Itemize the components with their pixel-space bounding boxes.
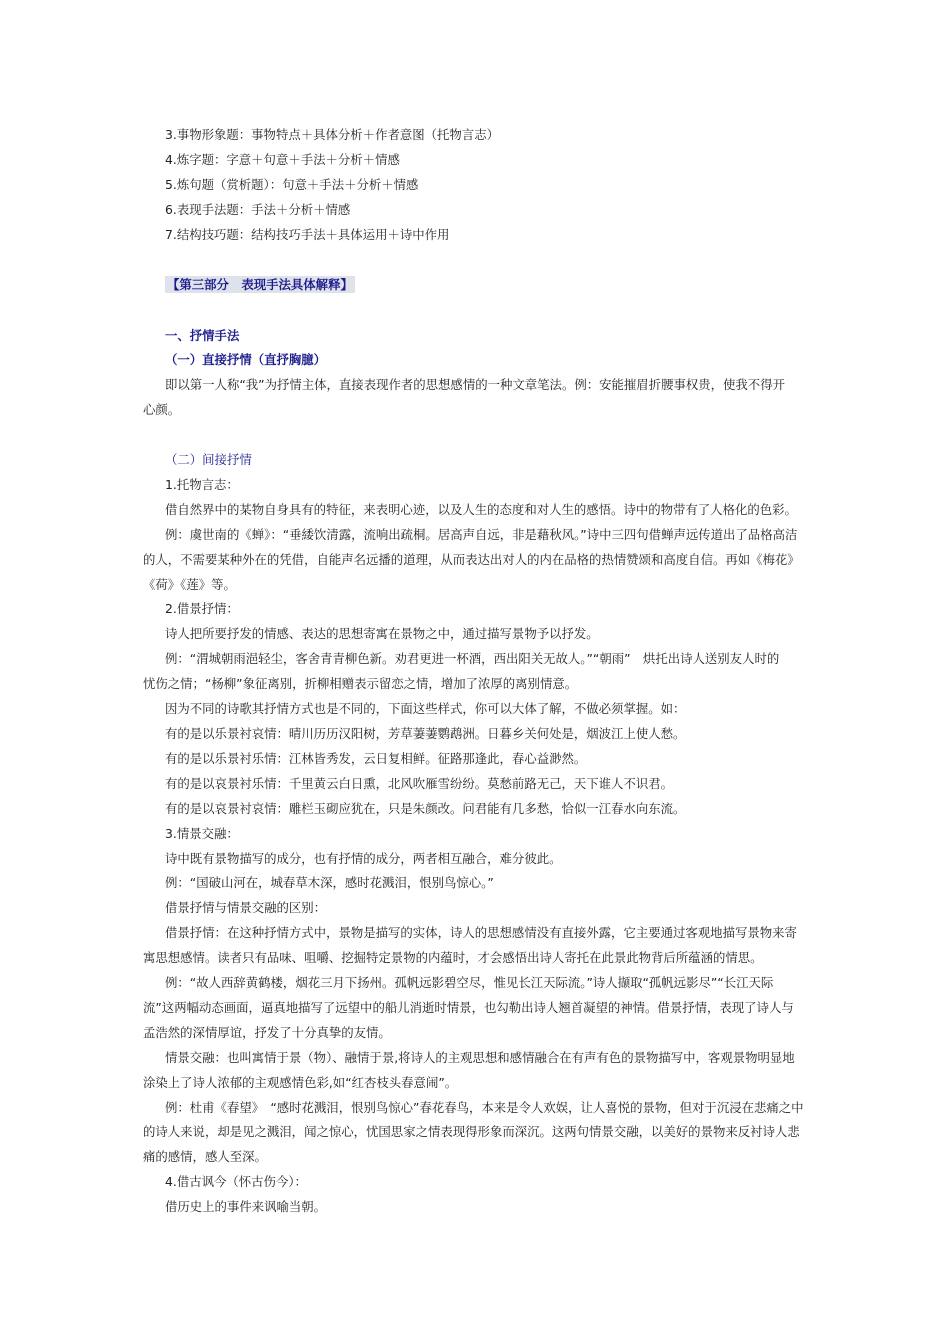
text-line (0, 552, 950, 568)
paragraph-text: 的诗人来说，却是见之溅泪，闻之惊心，忧国思家之情表现得形象而深沉。这两句情景交融，以美好的景物来反衬诗人悲 (143, 1124, 800, 1139)
text-line (0, 152, 950, 168)
paragraph-text: 6.表现手法题：手法＋分析＋情感 (165, 202, 351, 217)
text-line (0, 1075, 950, 1091)
paragraph-text: 借历史上的事件来讽喻当朝。 (165, 1199, 327, 1214)
section-heading: 一、抒情手法 (165, 328, 240, 343)
text-line (0, 701, 950, 717)
text-line (0, 826, 950, 842)
paragraph-text: 例：“国破山河在，城春草木深，感时花溅泪，恨别鸟惊心。” (165, 875, 494, 890)
paragraph-text: 心颜。 (143, 402, 181, 417)
paragraph-text: 孟浩然的深情厚谊，抒发了十分真挚的友情。 (143, 1025, 391, 1040)
text-line (0, 577, 950, 593)
paragraph-text: 2.借景抒情： (165, 601, 239, 616)
paragraph-text: 4.借古讽今（怀古伤今）： (165, 1174, 307, 1189)
paragraph-text: 3.事物形象题：事物特点＋具体分析＋作者意图（托物言志） (165, 127, 499, 142)
text-line (0, 626, 950, 642)
text-line (0, 1025, 950, 1041)
text-line (0, 601, 950, 617)
paragraph-text: 情景交融：也叫寓情于景（物）、融情于景,将诗人的主观思想和感情融合在有声有色的景物描写中，客观景物明显地 (165, 1050, 795, 1065)
paragraph-text: 例：杜甫《春望》 “感时花溅泪，恨别鸟惊心”春花春鸟，本来是令人欢娱，让人喜悦的景物，但对于沉浸在悲痛之中 (165, 1100, 804, 1115)
text-line (0, 1124, 950, 1140)
text-line (0, 1149, 950, 1165)
text-line (0, 900, 950, 916)
section-heading: （二）间接抒情 (165, 452, 252, 467)
text-line (0, 352, 950, 368)
text-line (0, 1174, 950, 1190)
paragraph-text: 有的是以乐景衬哀情：晴川历历汉阳树，芳草萋萋鹦鹉洲。日暮乡关何处是，烟波江上使人愁。 (165, 726, 686, 741)
paragraph-text: 有的是以乐景衬乐情：江林皆秀发，云日复相鲜。征路那逢此，春心益渺然。 (165, 751, 587, 766)
text-line (0, 1100, 950, 1116)
text-line (0, 502, 950, 518)
text-line (0, 177, 950, 193)
text-line (0, 402, 950, 418)
paragraph-text: 例：“故人西辞黄鹤楼，烟花三月下扬州。孤帆远影碧空尽，惟见长江天际流。”诗人撷取“孤帆远影尽”“长江天际 (165, 975, 774, 990)
text-line (0, 227, 950, 243)
section-title: 【第三部分 表现手法具体解释】 (167, 277, 353, 292)
paragraph-text: 3.情景交融： (165, 826, 239, 841)
paragraph-text: 涂染上了诗人浓郁的主观感情色彩,如“红杏枝头春意闹”。 (143, 1075, 458, 1090)
text-line (0, 328, 950, 344)
paragraph-text: 痛的感情，感人至深。 (143, 1149, 267, 1164)
text-line (0, 1000, 950, 1016)
paragraph-text: 有的是以哀景衬乐情：千里黄云白日熏，北风吹雁雪纷纷。莫愁前路无己，天下谁人不识君。 (165, 776, 674, 791)
text-line (0, 875, 950, 891)
paragraph-text: 借景抒情：在这种抒情方式中，景物是描写的实体，诗人的思想感情没有直接外露，它主要通过客观地描写景物来寄 (165, 925, 797, 940)
text-line (0, 801, 950, 817)
paragraph-text: 忧伤之情；“杨柳”象征离别，折柳相赠表示留恋之情，增加了浓厚的离别情意。 (143, 676, 578, 691)
text-line (0, 377, 950, 393)
paragraph-text: 流”这两幅动态画面，逼真地描写了远望中的船儿消逝时情景，也勾勒出诗人翘首凝望的神情。借景抒情，表现了诗人与 (143, 1000, 794, 1015)
paragraph-text: 例：“渭城朝雨浥轻尘，客舍青青柳色新。劝君更进一杯酒，西出阳关无故人。”“朝雨” 烘托出诗人送别友人时的 (165, 651, 780, 666)
text-line (0, 676, 950, 692)
paragraph-text: 诗中既有景物描写的成分，也有抒情的成分，两者相互融合，难分彼此。 (165, 851, 562, 866)
text-line (0, 651, 950, 667)
text-line (0, 1199, 950, 1215)
paragraph-text: 借自然界中的某物自身具有的特征，来表明心迹，以及人生的态度和对人生的感悟。诗中的物带有了人格化的色彩。 (165, 502, 797, 517)
paragraph-text: 《荷》《莲》等。 (143, 577, 236, 592)
section-heading: （一）直接抒情（直抒胸臆） (165, 352, 327, 367)
paragraph-text: 借景抒情与情景交融的区别： (165, 900, 327, 915)
text-line (0, 452, 950, 468)
paragraph-text: 有的是以哀景衬哀情：雕栏玉砌应犹在，只是朱颜改。问君能有几多愁，恰似一江春水向东流。 (165, 801, 686, 816)
text-line (0, 527, 950, 543)
text-line (0, 277, 950, 293)
text-line (0, 477, 950, 493)
text-line (0, 1050, 950, 1066)
paragraph-text: 因为不同的诗歌其抒情方式也是不同的，下面这些样式，你可以大体了解，不做必须掌握。如： (165, 701, 686, 716)
paragraph-text: 7.结构技巧题：结构技巧手法＋具体运用＋诗中作用 (165, 227, 450, 242)
text-line (0, 202, 950, 218)
paragraph-text: 1.托物言志： (165, 477, 239, 492)
paragraph-text: 的人，不需要某种外在的凭借，自能声名远播的道理，从而表达出对人的内在品格的热情赞颂和高度自信。再如《梅花》 (143, 552, 800, 567)
paragraph-text: 寓思想感情。读者只有品味、咀嚼、挖掘特定景物的内蕴时，才会感悟出诗人寄托在此景此物背后所蕴涵的情思。 (143, 950, 763, 965)
paragraph-text: 即以第一人称“我”为抒情主体，直接表现作者的思想感情的一种文章笔法。例：安能摧眉折腰事权贵，使我不得开 (165, 377, 785, 392)
text-line (0, 751, 950, 767)
text-line (0, 925, 950, 941)
paragraph-text: 诗人把所要抒发的情感、表达的思想寄寓在景物之中，通过描写景物予以抒发。 (165, 626, 599, 641)
text-line (0, 127, 950, 143)
paragraph-text: 4.炼字题：字意＋句意＋手法＋分析＋情感 (165, 152, 400, 167)
paragraph-text: 例：虞世南的《蝉》：“垂緌饮清露，流响出疏桐。居高声自远，非是藉秋风。”诗中三四句借蝉声远传道出了品格高洁 (165, 527, 798, 542)
text-line (0, 851, 950, 867)
paragraph-text: 5.炼句题（赏析题）：句意＋手法＋分析＋情感 (165, 177, 419, 192)
text-line (0, 950, 950, 966)
text-line (0, 726, 950, 742)
text-line (0, 776, 950, 792)
text-line (0, 975, 950, 991)
